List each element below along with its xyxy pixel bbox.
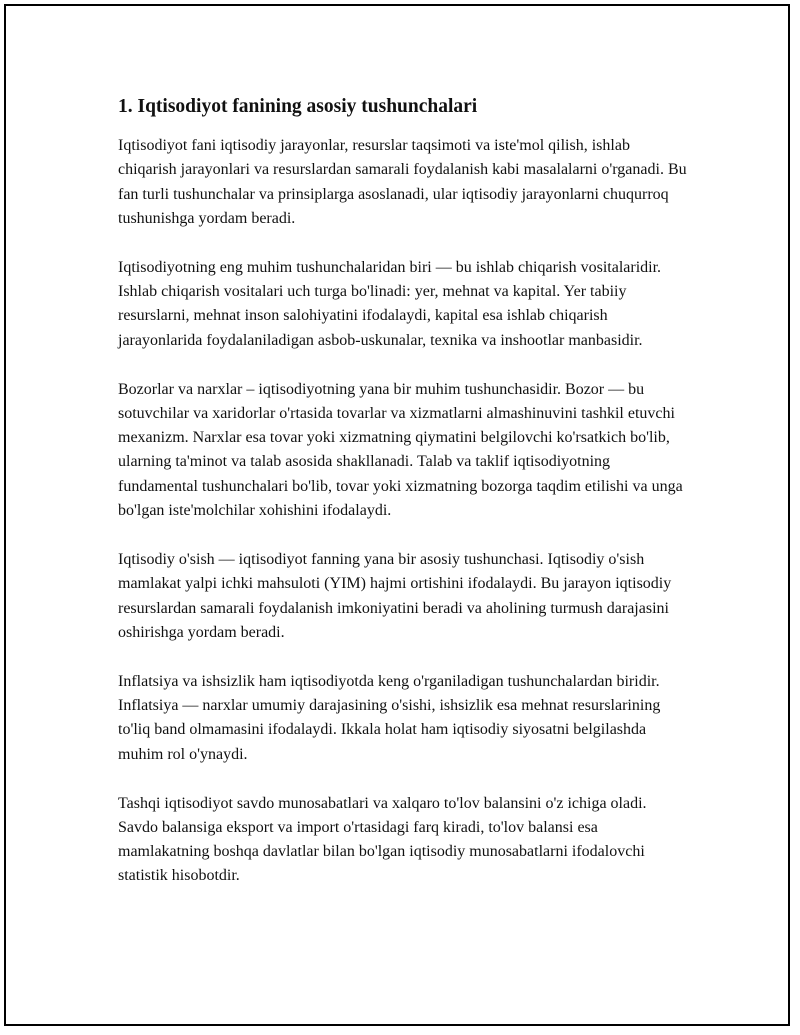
paragraph-intro: Iqtisodiyot fani iqtisodiy jarayonlar, resurslar taqsimoti va iste'mol qilish, ishlab chiqarish jarayonlari va resurslardan samarali foydalanish kabi masalalarni o'rganadi. Bu fan turli tushunchalar va prinsiplarga asoslanadi, ular iqtisodiy jarayonlarni chuqurroq tushunishga yordam beradi. [118,137,687,227]
paragraph-economic-growth: Iqtisodiy o'sish — iqtisodiyot fanning yana bir asosiy tushunchasi. Iqtisodiy o'sish mamlakat yalpi ichki mahsuloti (YIM) hajmi ortishini ifodalaydi. Bu jarayon iqtisodiy resurslardan samarali foydalanish imkoniyatini beradi va aholining turmush darajasini oshirishga yordam beradi. [118,550,672,641]
paragraph-inflation-unemployment: Inflatsiya va ishsizlik ham iqtisodiyotda keng o'rganiladigan tushunchalardan biridir. Inflatsiya — narxlar umumiy darajasining o'sishi, ishsizlik esa mehnat resurslarining to'liq band olmamasini ifodalaydi. Ikkala holat ham iqtisodiy siyosatni belgilashda muhim rol o'ynaydi. [118,672,661,763]
paragraph-production-means: Iqtisodiyotning eng muhim tushunchalaridan biri — bu ishlab chiqarish vositalaridir. Ishlab chiqarish vositalari uch turga bo'linadi: yer, mehnat va kapital. Yer tabiiy resurslarni, mehnat inson salohiyatini ifodalaydi, kapital esa ishlab chiqarish jarayonlarida foydalaniladigan asbob-uskunalar, texnika va inshootlar manbasidir. [118,258,662,349]
section-heading: 1. Iqtisodiyot fanining asosiy tushunchalari [118,96,478,117]
document-body [118,93,688,913]
paragraph-foreign-trade: Tashqi iqtisodiyot savdo munosabatlari va xalqaro to'lov balansini o'z ichiga oladi. Savdo balansiga eksport va import o'rtasidagi farq kiradi, to'lov balansi esa mamlakatning boshqa davlatlar bilan bo'lgan iqtisodiy munosabatlarni ifodalovchi statistik hisobotdir. [118,794,647,885]
paragraph-markets-prices: Bozorlar va narxlar – iqtisodiyotning yana bir muhim tushunchasidir. Bozor — bu sotuvchilar va xaridorlar o'rtasida tovarlar va xizmatlarni almashinuvini tashkil etuvchi mexanizm. Narxlar esa tovar yoki xizmatning qiymatini belgilovchi ko'rsatkich bo'lib, ularning ta'minot va talab asosida shakllanadi. Talab va taklif iqtisodiyotning fundamental tushunchalari bo'lib, tovar yoki xizmatning bozorga taqdim etilishi va unga bo'lgan iste'molchilar xohishini ifodalaydi. [118,380,683,520]
